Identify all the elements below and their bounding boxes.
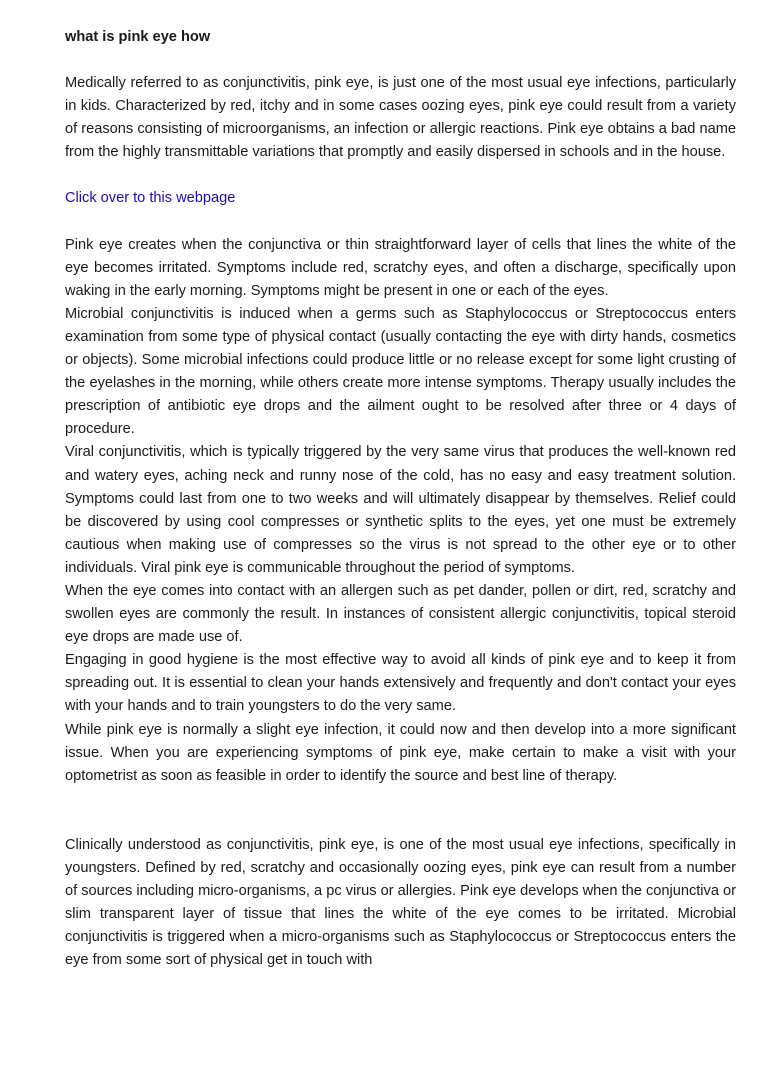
body-paragraph: Engaging in good hygiene is the most effective way to avoid all kinds of pink eye and to keep it from spreading out. It is essential to clean your hands extensively and frequently and don't contact your eyes with your hands and to train youngsters to do the very same. <box>65 652 736 715</box>
spacer <box>65 788 736 834</box>
webpage-link[interactable]: Click over to this webpage <box>65 190 236 207</box>
document-page <box>65 26 736 972</box>
body-paragraph: Viral conjunctivitis, which is typically triggered by the very same virus that produces the well-known red and watery eyes, aching neck and runny nose of the cold, has no easy and easy treatment solution. Symptoms could last from one to two weeks and will ultimately disappear by themselves. Relief could be discovered by using cool compresses or synthetic splits to the eyes, yet one must be extremely cautious when making use of compresses so the virus is not spread to the other eye or to other individuals. Viral pink eye is communicable throughout the period of symptoms. <box>65 444 736 576</box>
spacer <box>65 211 736 234</box>
body-paragraph: When the eye comes into contact with an allergen such as pet dander, pollen or dirt, red, scratchy and swollen eyes are commonly the result. In instances of consistent allergic conjunctivitis, topical steroid eye drops are made use of. <box>65 582 736 646</box>
spacer <box>65 164 736 187</box>
page-title: what is pink eye how <box>65 29 211 45</box>
body-paragraph: While pink eye is normally a slight eye infection, it could now and then develop into a more significant issue. When you are experiencing symptoms of pink eye, make certain to make a visit with your optometrist as soon as feasible in order to identify the source and best line of therapy. <box>65 721 736 784</box>
body-paragraph: Pink eye creates when the conjunctiva or thin straightforward layer of cells that lines the white of the eye becomes irritated. Symptoms include red, scratchy eyes, and often a discharge, specifically upon waking in the early morning. Symptoms might be present in one or each of the eyes. <box>65 236 736 299</box>
body-paragraph: Microbial conjunctivitis is induced when a germs such as Staphylococcus or Streptococcus enters examination from some type of physical contact (usually contacting the eye with dirty hands, cosmetics or objects). Some microbial infections could produce little or no release except for some light crusting of the eyelashes in the morning, while others create more intense symptoms. Therapy usually includes the prescription of antibiotic eye drops and the ailment ought to be resolved after three or 4 days of procedure. <box>65 305 736 438</box>
intro-paragraph: Medically referred to as conjunctivitis, pink eye, is just one of the most usual eye infections, particularly in kids. Characterized by red, itchy and in some cases oozing eyes, pink eye could result from a variety of reasons consisting of microorganisms, an infection or allergic reactions. Pink eye obtains a bad name from the highly transmittable variations that promptly and easily dispersed in schools and in the house. <box>65 75 736 161</box>
final-paragraph: Clinically understood as conjunctivitis, pink eye, is one of the most usual eye infections, specifically in youngsters. Defined by red, scratchy and occasionally oozing eyes, pink eye can result from a number of sources including micro-organisms, a pc virus or allergies. Pink eye develops when the conjunctiva or slim transparent layer of tissue that lines the white of the eye comes to be irritated. Microbial conjunctivitis is triggered when a micro-organisms such as Staphylococcus or Streptococcus enters the eye from some sort of physical get in touch with <box>65 836 736 969</box>
